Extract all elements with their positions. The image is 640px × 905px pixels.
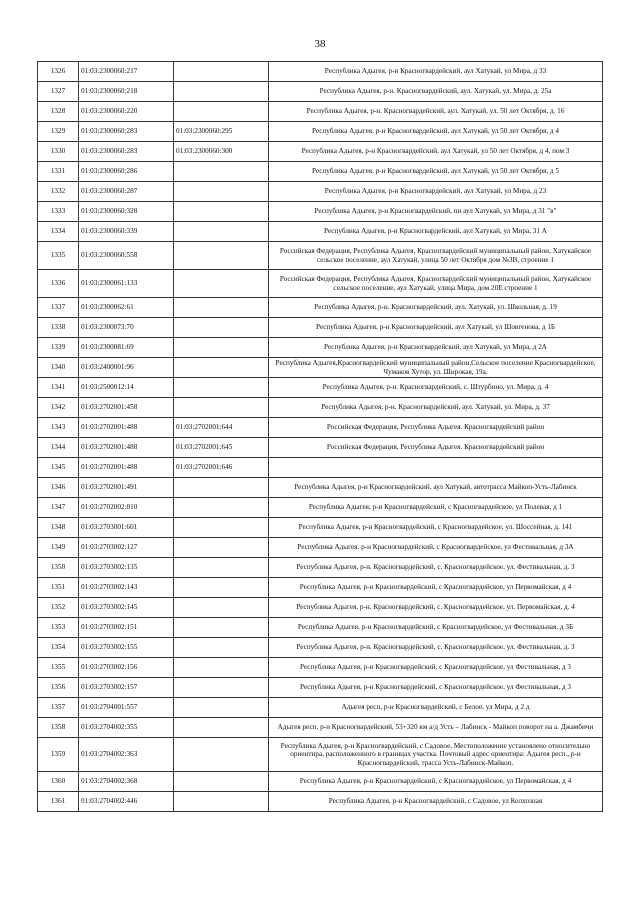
row-number-cell: 1356 [38,678,79,698]
cadastral-number-cell: 01:03:2702001:488 [79,458,174,478]
table-row [38,398,603,418]
row-number-cell: 1331 [38,162,79,182]
row-number-cell: 1334 [38,222,79,242]
address-cell: Республика Адыгея, р-н Красногвардейский, с Садовое, ул Колхозная [269,792,603,812]
cadastral-number-cell: 01:03:2300062:61 [79,298,174,318]
row-number-cell: 1351 [38,578,79,598]
address-cell: Республика Адыгея, р-н Красногвардейский, аул Хатукай, ул Шовгенова, д 1Б [269,318,603,338]
address-cell: Республика Адыгея, р-н Красногвардейский, с Красногвардейское, ул. Шоссейная, д. 141 [269,518,603,538]
related-cadastral-number-cell [174,398,269,418]
table-row [38,162,603,182]
row-number-cell: 1333 [38,202,79,222]
table-row [38,498,603,518]
table-row [38,62,603,82]
row-number-cell: 1354 [38,638,79,658]
cadastral-number-cell: 01:03:2300073:70 [79,318,174,338]
related-cadastral-number-cell [174,338,269,358]
address-cell: Республика Адыгея, р-н. Красногвардейский, аул. Хатукай, ул. 50 лет Октября, д. 16 [269,102,603,122]
related-cadastral-number-cell [174,638,269,658]
cadastral-number-cell: 01:03:2703002:145 [79,598,174,618]
related-cadastral-number-cell [174,182,269,202]
related-cadastral-number-cell [174,82,269,102]
row-number-cell: 1340 [38,358,79,378]
related-cadastral-number-cell [174,792,269,812]
table-row [38,678,603,698]
table-row [38,558,603,578]
related-cadastral-number-cell [174,318,269,338]
related-cadastral-number-cell [174,678,269,698]
row-number-cell: 1349 [38,538,79,558]
related-cadastral-number-cell [174,242,269,270]
address-cell: Российская Федерация, Республика Адыгея. Красногвардейский район [269,418,603,438]
related-cadastral-number-cell [174,62,269,82]
table-row [38,298,603,318]
address-cell: Республика Адыгея, р-н Красногвардейский, с Красногвардейское, ул Полевая, д 1 [269,498,603,518]
related-cadastral-number-cell [174,102,269,122]
address-cell [269,458,603,478]
row-number-cell: 1350 [38,558,79,578]
cadastral-number-cell: 01:03:2703002:157 [79,678,174,698]
row-number-cell: 1348 [38,518,79,538]
address-cell: Республика Адыгея, р-н Красногвардейский, аул Хатукай, ул Мира, 31 А [269,222,603,242]
row-number-cell: 1327 [38,82,79,102]
address-cell: Республика Адыгея, р-н Красногвардейский, с Красногвардейское, ул Фестивальная, д 3Б [269,618,603,638]
table-row [38,598,603,618]
cadastral-number-cell: 01:03:2702001:488 [79,438,174,458]
cadastral-number-cell: 01:03:2704002:368 [79,772,174,792]
table-row [38,518,603,538]
table-row [38,478,603,498]
table-row [38,772,603,792]
row-number-cell: 1346 [38,478,79,498]
row-number-cell: 1358 [38,718,79,738]
row-number-cell: 1343 [38,418,79,438]
cadastral-number-cell: 01:03:2703002:156 [79,658,174,678]
cadastral-number-cell: 01:03:2702001:491 [79,478,174,498]
cadastral-number-cell: 01:03:2704002:446 [79,792,174,812]
address-cell: Республика Адыгея, р-н Красногвардейский, с Красногвардейское, ул Первомайская, д 4 [269,772,603,792]
row-number-cell: 1352 [38,598,79,618]
address-cell: Республика Адыгея, р-н Красногвардейский, с Садовое, Местоположение установлено относительно ориентира, расположенного в границах участка. Почтовый адрес ориентира: Адыгея респ., р-н Красногвардейский, трасса Усть-Лабинск-Майкоп. [269,738,603,772]
cadastral-number-cell: 01:03:2300060:328 [79,202,174,222]
address-cell: Республика Адыгея, р-н Красногвардейский, аул Хатукай, ул 50 лет Октября, д 5 [269,162,603,182]
table-row [38,738,603,772]
row-number-cell: 1336 [38,270,79,298]
address-cell: Республика Адыгея, р-н Красногвардейский, с Красногвардейское, ул Фестивальная, д 3 [269,658,603,678]
related-cadastral-number-cell [174,618,269,638]
table-row [38,82,603,102]
table-row [38,122,603,142]
related-cadastral-number-cell [174,738,269,772]
related-cadastral-number-cell [174,498,269,518]
cadastral-number-cell: 01:03:2500012:14 [79,378,174,398]
cadastral-number-cell: 01:03:2704001:557 [79,698,174,718]
cadastral-number-cell: 01:03:2703002:155 [79,638,174,658]
address-cell: Республика Адыгея, р-н Красногвардейский, аул Хатукай, ул 50 лет Октября, д 4 [269,122,603,142]
table-row [38,538,603,558]
address-cell: Республика Адыгея, р-н Красногвардейский, аул Хатукай, ул Мира, д 23 [269,182,603,202]
related-cadastral-number-cell [174,658,269,678]
row-number-cell: 1357 [38,698,79,718]
table-row [38,318,603,338]
table-row [38,222,603,242]
table-row [38,438,603,458]
row-number-cell: 1326 [38,62,79,82]
row-number-cell: 1355 [38,658,79,678]
related-cadastral-number-cell [174,478,269,498]
row-number-cell: 1330 [38,142,79,162]
row-number-cell: 1332 [38,182,79,202]
table-row [38,718,603,738]
row-number-cell: 1337 [38,298,79,318]
related-cadastral-number-cell [174,698,269,718]
address-cell: Республика Адыгея, р-н. Красногвардейский, с. Красногвардейское, ул. Фестивальная, д. 3 [269,558,603,578]
address-cell: Республика Адыгея, р-н Красногвардейский, аул Хатукай, ул 50 лет Октября, д 4, пом 3 [269,142,603,162]
related-cadastral-number-cell [174,202,269,222]
related-cadastral-number-cell [174,298,269,318]
cadastral-number-cell: 01:03:2702002:810 [79,498,174,518]
cadastral-number-cell: 01:03:2300060:283 [79,142,174,162]
related-cadastral-number-cell [174,518,269,538]
cadastral-number-cell: 01:03:2702001:488 [79,418,174,438]
related-cadastral-number-cell [174,378,269,398]
cadastral-number-cell: 01:03:2703002:127 [79,538,174,558]
cadastral-number-cell: 01:03:2704002:363 [79,738,174,772]
address-cell: Российская Федерация, Республика Адыгея, Красногвардейский муниципальный район, Хатукайское сельское поселение, аул Хатукай, улица Мира, дом 20Е строение 1 [269,270,603,298]
cadastral-number-cell: 01:03:2300060:558 [79,242,174,270]
address-cell: Республика Адыгея, р-н Красногвардейский, с Красногвардейское, ул Первомайская, д 4 [269,578,603,598]
table-row [38,658,603,678]
cadastral-number-cell: 01:03:2702001:458 [79,398,174,418]
table-row [38,458,603,478]
row-number-cell: 1353 [38,618,79,638]
cadastral-number-cell: 01:03:2703002:135 [79,558,174,578]
table-row [38,202,603,222]
table-row [38,618,603,638]
address-cell: Республика Адыгея, р-н Красногвардейский, аул Хатукай, ул Мира, д 33 [269,62,603,82]
address-cell: Республика Адыгея, р-н. Красногвардейский, с. Штурбино, ул. Мира, д. 4 [269,378,603,398]
table-row [38,358,603,378]
row-number-cell: 1335 [38,242,79,270]
related-cadastral-number-cell [174,538,269,558]
address-cell: Республика Адыгея,Красногвардейский муниципальный район,Сельское поселение Красногвардейское, Чумаков Хутор, ул. Широкая, 19а. [269,358,603,378]
table-row [38,242,603,270]
row-number-cell: 1328 [38,102,79,122]
related-cadastral-number-cell: 01:03:2702001:644 [174,418,269,438]
address-cell: Республика Адыгея, р-н Красногвардейский, с Красногвардейское, ул Фестивальная, д 3 [269,678,603,698]
cadastral-number-cell: 01:03:2703002:151 [79,618,174,638]
row-number-cell: 1345 [38,458,79,478]
table-row [38,182,603,202]
row-number-cell: 1329 [38,122,79,142]
address-cell: Республика Адыгея, р-н Красногвардейский, аул Хатукай, автотрасса Майкоп-Усть-Лабинск [269,478,603,498]
row-number-cell: 1359 [38,738,79,772]
related-cadastral-number-cell [174,772,269,792]
row-number-cell: 1361 [38,792,79,812]
related-cadastral-number-cell [174,578,269,598]
related-cadastral-number-cell: 01:03:2702001:646 [174,458,269,478]
related-cadastral-number-cell: 01:03:2702001:645 [174,438,269,458]
cadastral-number-cell: 01:03:2300060:283 [79,122,174,142]
cadastral-number-cell: 01:03:2300060:287 [79,182,174,202]
cadastral-number-cell: 01:03:2703001:601 [79,518,174,538]
page-number: 38 [314,38,326,50]
address-cell: Республика Адыгея, р-н. Красногвардейский, с. Красногвардейское, ул. Первомайская, д. 4 [269,598,603,618]
table-row [38,698,603,718]
address-cell: Республика Адыгея, р-н Красногвардейский, пн аул Хатукай, ул Мира, д 31 "в" [269,202,603,222]
row-number-cell: 1360 [38,772,79,792]
row-number-cell: 1342 [38,398,79,418]
address-cell: Российская Федерация, Республика Адыгея. Красногвардейский район [269,438,603,458]
address-cell: Республика Адыгея, р-н Красногвардейский, аул Хатукай, ул Мира, д 2А [269,338,603,358]
address-cell: Республика Адыгея, р-н. Красногвардейский, аул. Хатукай, ул. Школьная, д. 19 [269,298,603,318]
address-cell: Адыгея респ, р-н Красногвардейский, 53+320 км а/д Усть – Лабинск - Майкоп поворот на а. Джамбичи [269,718,603,738]
related-cadastral-number-cell [174,718,269,738]
cadastral-number-cell: 01:03:2300060:220 [79,102,174,122]
related-cadastral-number-cell: 01:03:2300060:300 [174,142,269,162]
address-cell: Республика Адыгея, р-н. Красногвардейский, аул. Хатукай, ул. Мира, д. 25а [269,82,603,102]
table-row [38,378,603,398]
row-number-cell: 1347 [38,498,79,518]
cadastral-number-cell: 01:03:2704002:355 [79,718,174,738]
cadastral-number-cell: 01:03:2400001:96 [79,358,174,378]
cadastral-number-cell: 01:03:2703002:143 [79,578,174,598]
table-row [38,142,603,162]
table-row [38,578,603,598]
address-cell: Адыгея респ, р-н Красногвардейский, с Белое, ул Мира, д 2 д [269,698,603,718]
row-number-cell: 1344 [38,438,79,458]
cadastral-number-cell: 01:03:2300060:339 [79,222,174,242]
register-table-body [38,62,603,812]
cadastral-number-cell: 01:03:2300060:218 [79,82,174,102]
address-cell: Республика Адыгея, р-н. Красногвардейский, аул. Хатукай, ул. Мира, д. 37 [269,398,603,418]
related-cadastral-number-cell [174,598,269,618]
related-cadastral-number-cell: 01:03:2300060:295 [174,122,269,142]
table-row [38,638,603,658]
cadastral-number-cell: 01:03:2300081:69 [79,338,174,358]
address-cell: Республика Адыгея. р-н Красногвардейский, с Красногвардейское, ул Фестивальная, д 3А [269,538,603,558]
table-row [38,270,603,298]
table-row [38,102,603,122]
address-cell: Республика Адыгея, р-н. Красногвардейский, с. Красногвардейское, ул. Фестивальная, д. 3 [269,638,603,658]
related-cadastral-number-cell [174,558,269,578]
table-row [38,338,603,358]
related-cadastral-number-cell [174,162,269,182]
related-cadastral-number-cell [174,270,269,298]
cadastral-number-cell: 01:03:2300061:133 [79,270,174,298]
row-number-cell: 1339 [38,338,79,358]
row-number-cell: 1338 [38,318,79,338]
row-number-cell: 1341 [38,378,79,398]
register-table [37,61,603,812]
address-cell: Российская Федерация, Республика Адыгея, Красногвардейский муниципальный район, Хатукайское сельское поселение, аул Хатукай, улица 50 лет Октября дом №3В, строение 1 [269,242,603,270]
cadastral-number-cell: 01:03:2300060:217 [79,62,174,82]
table-row [38,418,603,438]
table-row [38,792,603,812]
related-cadastral-number-cell [174,222,269,242]
related-cadastral-number-cell [174,358,269,378]
cadastral-number-cell: 01:03:2300060:286 [79,162,174,182]
